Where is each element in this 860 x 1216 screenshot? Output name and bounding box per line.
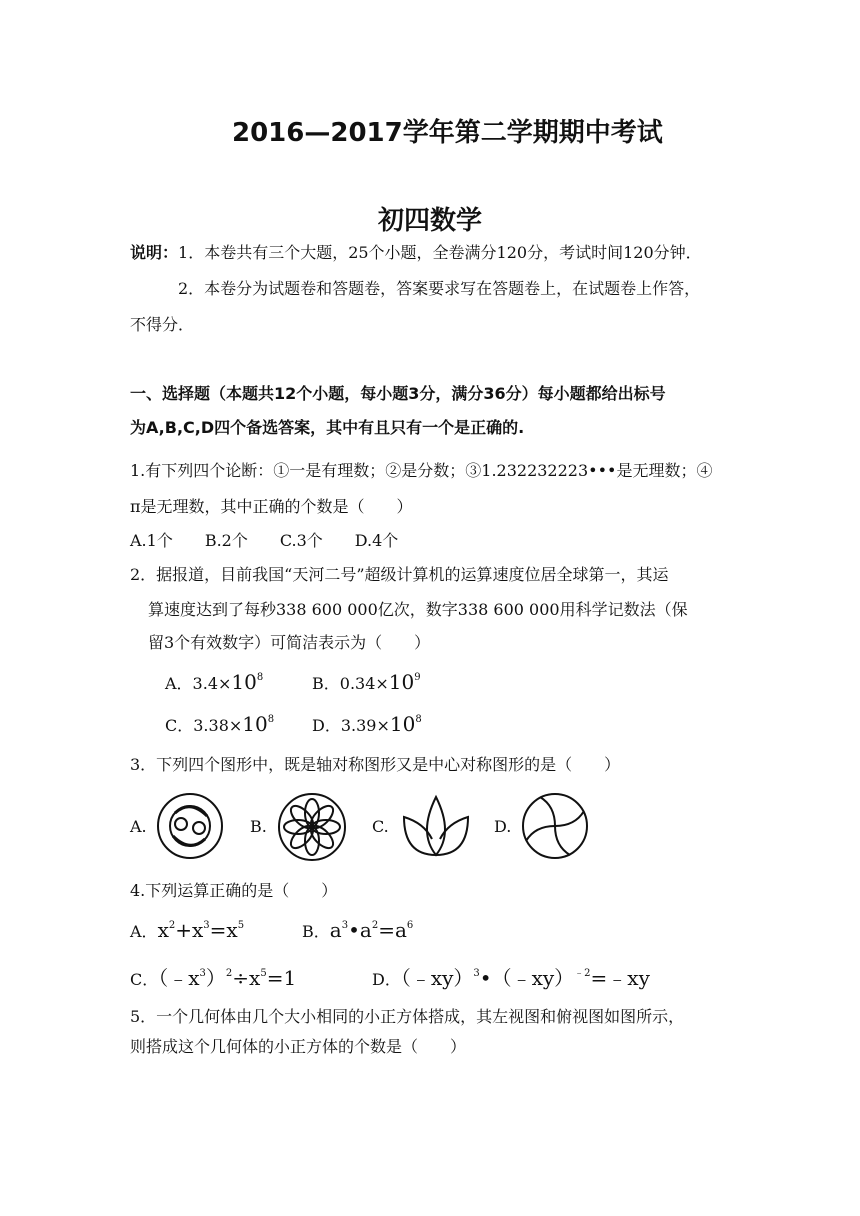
q1-options: A.1个 B.2个 C.3个 D.4个 xyxy=(130,531,399,550)
q2-option-d-base: 10 xyxy=(389,712,416,736)
q2-option-c xyxy=(165,712,274,736)
q3-text: 3．下列四个图形中，既是轴对称图形又是中心对称图形的是（ ） xyxy=(130,755,621,774)
q2-line3: 留3个有效数字）可简洁表示为（ ） xyxy=(148,633,431,652)
q4-option-b-label: B． xyxy=(302,922,330,941)
q3-figure-a-icon xyxy=(155,791,225,861)
q4-option-a: A．$x^2+x^3=x^5$ xyxy=(130,918,245,942)
q3-label-b: B. xyxy=(250,817,267,836)
q4-option-a-label: A． xyxy=(130,922,158,941)
instructions-label: 说明： xyxy=(130,243,179,262)
q2-option-c-exp: 8 xyxy=(267,714,275,725)
instructions-line1 xyxy=(130,240,702,263)
q4-text: 4.下列运算正确的是（ ） xyxy=(130,881,338,900)
q2-option-c-base: 10 xyxy=(242,712,268,736)
q2-option-b-label: B．0.34× xyxy=(312,674,389,693)
exam-title: 2016—2017学年第二学期期中考试 xyxy=(232,118,663,148)
q2-option-a-label: A．3.4× xyxy=(165,674,232,693)
q2-option-c-label: C．3.38× xyxy=(165,716,243,735)
q3-label-a: A. xyxy=(130,817,147,836)
q5-line1: 5．一个几何体由几个大小相同的小正方体搭成，其左视图和俯视图如图所示， xyxy=(130,1007,685,1026)
q2-line1: 2．据报道，目前我国“天河二号”超级计算机的运算速度位居全球第一，其运 xyxy=(130,565,669,584)
q2-option-b-exp: 9 xyxy=(414,672,421,683)
q1-line1: 1.有下列四个论断：①一是有理数；②是分数；③1.232232223•••是无理数；④ xyxy=(130,461,713,480)
q2-option-d xyxy=(312,712,422,736)
q3-label-d: D. xyxy=(494,817,512,836)
section1-heading-cont: 为A,B,C,D四个备选答案，其中有且只有一个是正确的. xyxy=(130,418,525,437)
q2-option-a xyxy=(165,670,263,694)
instructions-line3: 不得分． xyxy=(130,315,195,334)
q4-option-d: D．（﹣xy）$^3$•（﹣xy）$^{﹣2}$=﹣xy xyxy=(372,966,650,990)
q3-label-c: C. xyxy=(372,817,389,836)
q4-option-c-label: C． xyxy=(130,970,159,989)
q3-figure-b-icon xyxy=(276,791,348,863)
q3-figure-c-icon xyxy=(398,793,474,861)
instructions-text1: 1．本卷共有三个大题，25个小题，全卷满分120分，考试时间120分钟． xyxy=(178,243,702,262)
q4-option-d-label: D． xyxy=(372,970,401,989)
q2-line2: 算速度达到了每秒338 600 000亿次，数字338 600 000用科学记数法（保 xyxy=(148,600,688,619)
q2-option-b xyxy=(312,670,421,694)
q3-figure-d-icon xyxy=(520,791,590,861)
instructions-line2: 2．本卷分为试题卷和答题卷，答案要求写在答题卷上，在试题卷上作答， xyxy=(178,279,701,298)
exam-subtitle: 初四数学 xyxy=(378,206,483,236)
q4-option-c: C．$(﹣x^3)^2\div x^5=1$ xyxy=(130,966,297,990)
q4-option-b: B．$a^3•a^2=a^6$ xyxy=(302,918,414,942)
q2-option-d-label: D．3.39× xyxy=(312,716,390,735)
section1-heading: 一、选择题（本题共12个小题，每小题3分，满分36分）每小题都给出标号 xyxy=(130,384,666,403)
q5-line2: 则搭成这个几何体的小正方体的个数是（ ） xyxy=(130,1037,467,1056)
q1-line2: π是无理数，其中正确的个数是（ ） xyxy=(130,497,413,516)
q2-option-a-base: 10 xyxy=(231,670,257,694)
q2-option-a-exp: 8 xyxy=(256,672,264,683)
q2-option-d-exp: 8 xyxy=(415,714,422,725)
q2-option-b-base: 10 xyxy=(388,670,415,694)
